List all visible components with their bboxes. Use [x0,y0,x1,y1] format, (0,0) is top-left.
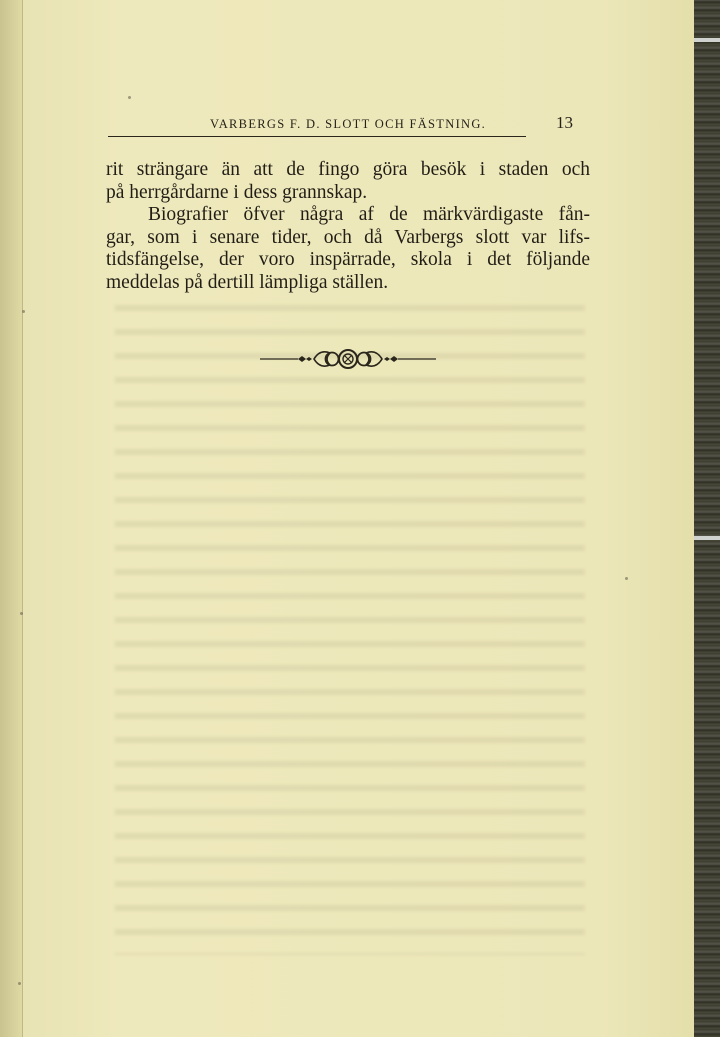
paper-speck [18,982,21,985]
paper-speck [128,96,131,99]
book-edge [694,0,720,1037]
page-number: 13 [556,113,573,132]
paper-speck [625,577,628,580]
body-text [106,159,590,294]
text-line: på herrgårdarne i dess grannskap. [106,181,368,203]
edge-strip [694,536,720,540]
text-line: rit strängare än att de fingo göra besök i staden och [106,159,590,180]
running-title: VARBERGS F. D. SLOTT OCH FÄSTNING. [210,117,487,131]
page-header [108,113,573,135]
page-gutter [0,0,23,1037]
scroll-ornament-icon [258,344,438,374]
text-line: tidsfängelse, der voro inspärrade, skola i det följande [106,249,590,270]
paper-speck [20,612,23,615]
text-line: meddelas på dertill lämpliga ställen. [106,271,389,293]
edge-strip [694,38,720,42]
paper-speck [22,310,25,313]
text-line: gar, som i senare tider, och då Varbergs slott var lifs- [106,226,590,248]
header-rule [108,136,526,137]
text-line: Biografier öfver några af de märkvärdigaste fån- [148,204,590,225]
show-through-text [115,295,585,955]
